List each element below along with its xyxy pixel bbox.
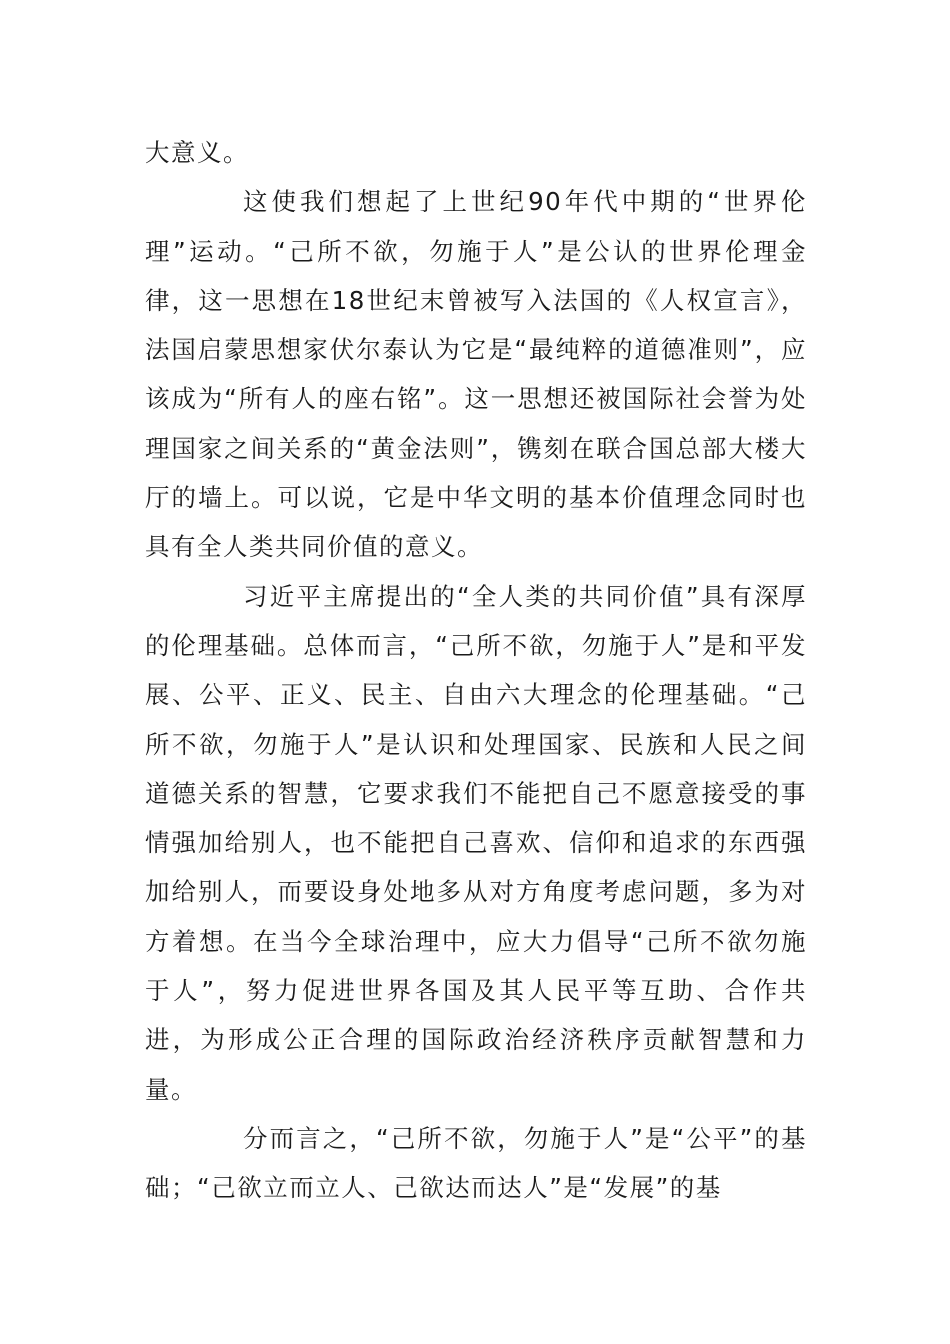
paragraph-fairness-development: 分而言之，“己所不欲，勿施于人”是“公平”的基础；“己欲立而立人、己欲达而达人”是“发展”的基 bbox=[145, 1123, 807, 1203]
paragraph-world-ethics: 这使我们想起了上世纪90年代中期的“世界伦理”运动。“己所不欲，勿施于人”是公认的世界伦理金律，这一思想在18世纪末曾被写入法国的《人权宣言》，法国启蒙思想家伏尔泰认为它是“最纯粹的道德准则”，应该成为“所有人的座右铭”。这一思想还被国际社会誉为处理国家之间关系的“黄金法则”，镌刻在联合国总部大楼大厅的墙上。可以说，它是中华文明的基本价值理念同时也具有全人类共同价值的意义。 bbox=[145, 187, 807, 562]
paragraph-continuation: 大意义。 bbox=[145, 138, 249, 167]
body-text bbox=[145, 128, 807, 1213]
paragraph-common-values: 习近平主席提出的“全人类的共同价值”具有深厚的伦理基础。总体而言，“己所不欲，勿施于人”是和平发展、公平、正义、民主、自由六大理念的伦理基础。“己所不欲，勿施于人”是认识和处理国家、民族和人民之间道德关系的智慧，它要求我们不能把自己不愿意接受的事情强加给别人，也不能把自己喜欢、信仰和追求的东西强加给别人，而要设身处地多从对方角度考虑问题，多为对方着想。在当今全球治理中，应大力倡导“己所不欲勿施于人”，努力促进世界各国及其人民平等互助、合作共进，为形成公正合理的国际政治经济秩序贡献智慧和力量。 bbox=[145, 581, 807, 1104]
